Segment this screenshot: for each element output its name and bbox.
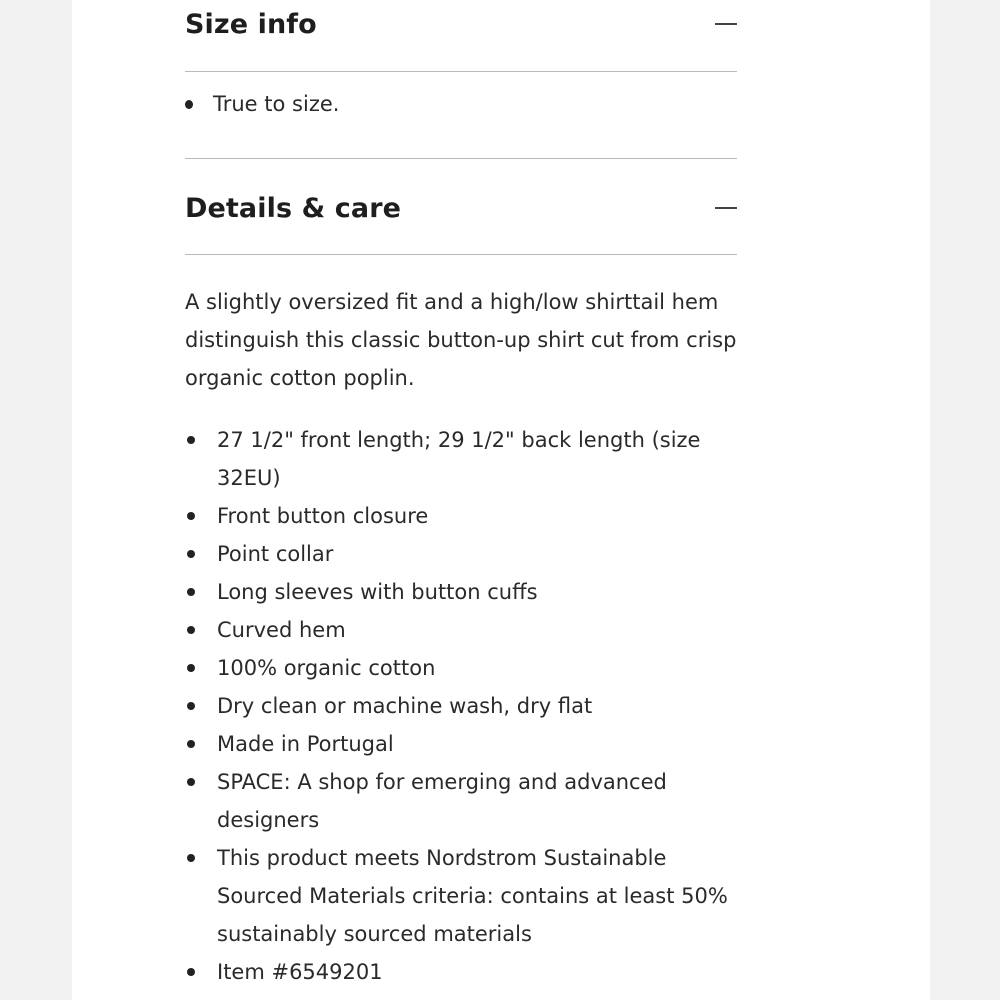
bullet-icon: [187, 436, 195, 444]
list-item: [185, 953, 745, 991]
minus-icon[interactable]: [715, 23, 737, 25]
bullet-icon: [187, 550, 195, 558]
feature-text: Curved hem: [217, 618, 346, 642]
size-info-header[interactable]: [185, 0, 737, 54]
bullet-icon: [187, 588, 195, 596]
bullet-icon: [187, 854, 195, 862]
product-info-panel: [72, 0, 930, 1000]
bullet-icon: [187, 664, 195, 672]
bullet-icon: [187, 968, 195, 976]
feature-text: Dry clean or machine wash, dry flat: [217, 694, 593, 718]
feature-text: Long sleeves with button cuffs: [217, 580, 538, 604]
list-item: [185, 573, 745, 611]
list-item: [185, 611, 745, 649]
feature-text: Item #6549201: [217, 960, 383, 984]
feature-text: Point collar: [217, 542, 334, 566]
details-care-divider: [185, 254, 737, 255]
feature-text: Front button closure: [217, 504, 429, 528]
section-divider: [185, 158, 737, 159]
page-background-right: [930, 0, 1000, 1000]
list-item: [185, 535, 745, 573]
feature-list: [185, 421, 745, 991]
size-info-title: Size info: [185, 8, 317, 40]
list-item: [185, 763, 745, 839]
feature-text: SPACE: A shop for emerging and advanced designers: [217, 770, 667, 832]
list-item: [185, 649, 745, 687]
list-item: [185, 839, 745, 953]
bullet-icon: [187, 778, 195, 786]
list-item: [185, 497, 745, 535]
size-info-item-text: True to size.: [213, 92, 340, 116]
list-item: [185, 725, 745, 763]
bullet-icon: [187, 740, 195, 748]
product-description: A slightly oversized fit and a high/low shirttail hem distinguish this classic button-up shirt cut from crisp organic cotton poplin.: [185, 290, 737, 390]
bullet-icon: [185, 100, 193, 109]
feature-text: This product meets Nordstrom Sustainable Sourced Materials criteria: contains at least 50% sustainably sourced materials: [217, 846, 728, 946]
bullet-icon: [187, 626, 195, 634]
details-care-title: Details & care: [185, 192, 402, 224]
page-background-left: [0, 0, 72, 1000]
details-care-header[interactable]: [185, 178, 737, 238]
feature-text: Made in Portugal: [217, 732, 394, 756]
feature-text: 27 1/2" front length; 29 1/2" back length (size 32EU): [217, 428, 701, 490]
feature-text: 100% organic cotton: [217, 656, 436, 680]
list-item: [185, 421, 745, 497]
bullet-icon: [187, 702, 195, 710]
minus-icon[interactable]: [715, 207, 737, 209]
size-info-divider: [185, 71, 737, 72]
size-info-item: [185, 92, 339, 116]
list-item: [185, 687, 745, 725]
bullet-icon: [187, 512, 195, 520]
